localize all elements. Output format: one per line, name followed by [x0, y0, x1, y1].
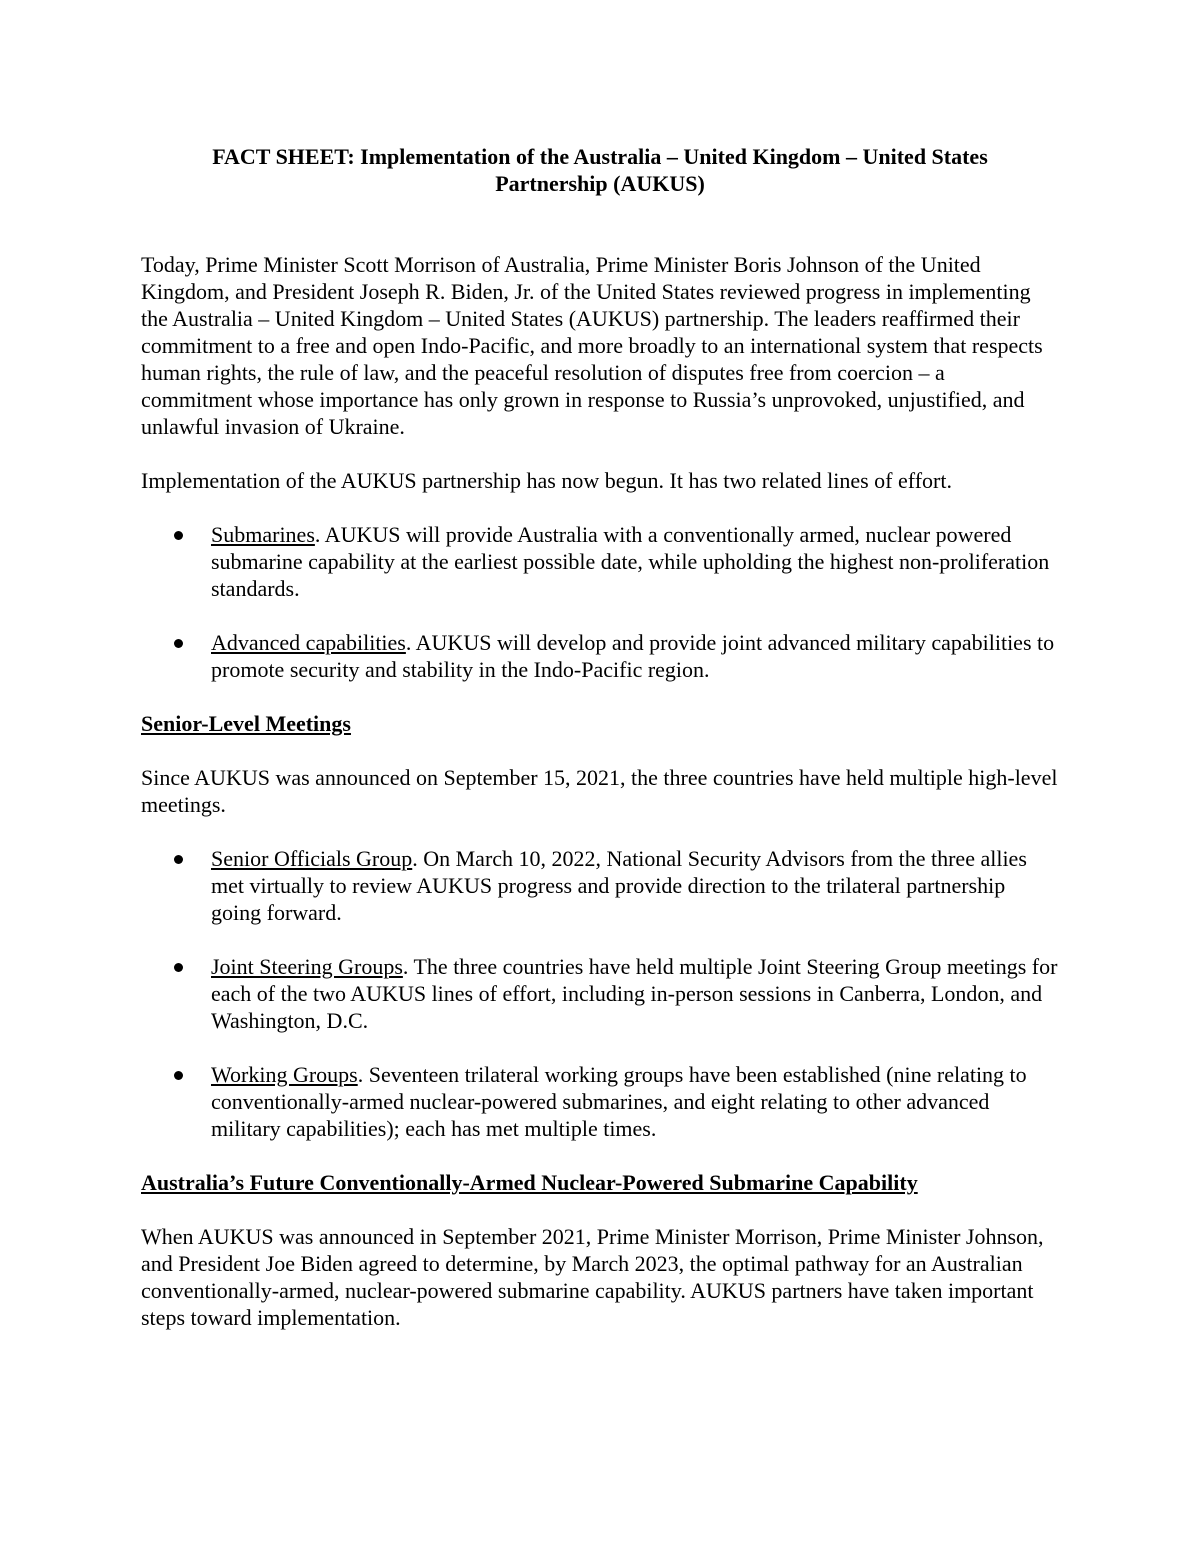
bullet-icon — [174, 963, 183, 972]
title-line-1: FACT SHEET: Implementation of the Australia – United Kingdom – United States — [212, 144, 988, 169]
bullet-term: Senior Officials Group — [211, 846, 413, 871]
document-title — [141, 143, 1059, 197]
meetings-list — [141, 845, 1059, 1142]
bullet-text: . AUKUS will develop and provide joint advanced military capabilities to promote security and stability in the Indo-Pacific region. — [211, 630, 1055, 682]
section-heading-meetings: Senior-Level Meetings — [141, 711, 351, 736]
bullet-icon — [174, 1071, 183, 1080]
submarine-paragraph: When AUKUS was announced in September 2021, Prime Minister Morrison, Prime Minister Johnson, and President Joe Biden agreed to determine, by March 2023, the optimal pathway for an Australian conventionally-armed, nuclear-powered submarine capability. AUKUS partners have taken important steps toward implementation. — [141, 1224, 1044, 1330]
lines-of-effort-intro: Implementation of the AUKUS partnership has now begun. It has two related lines of effort. — [141, 468, 952, 493]
section-heading-submarine: Australia’s Future Conventionally-Armed Nuclear-Powered Submarine Capability — [141, 1170, 918, 1195]
bullet-text: . AUKUS will provide Australia with a conventionally armed, nuclear powered submarine capability at the earliest possible date, while upholding the highest non-proliferation standards. — [211, 522, 1050, 601]
bullet-term: Joint Steering Groups — [211, 954, 403, 979]
bullet-text: . Seventeen trilateral working groups have been established (nine relating to conventionally-armed nuclear-powered submarines, and eight relating to other advanced military capabilities); each has met multiple times. — [211, 1062, 1027, 1141]
bullet-icon — [174, 639, 183, 648]
bullet-term: Working Groups — [211, 1062, 358, 1087]
document-body — [141, 143, 1059, 1358]
bullet-text: . On March 10, 2022, National Security Advisors from the three allies met virtually to review AUKUS progress and provide direction to the trilateral partnership going forward. — [211, 846, 1027, 925]
list-item — [141, 1061, 1059, 1142]
list-item — [141, 521, 1059, 602]
title-line-2: Partnership (AUKUS) — [495, 171, 705, 196]
intro-paragraph: Today, Prime Minister Scott Morrison of Australia, Prime Minister Boris Johnson of the United Kingdom, and President Joseph R. Biden, Jr. of the United States reviewed progress in implementing the Australia – United Kingdom – United States (AUKUS) partnership. The leaders reaffirmed their commitment to a free and open Indo-Pacific, and more broadly to an international system that respects human rights, the rule of law, and the peaceful resolution of disputes free from coercion – a commitment whose importance has only grown in response to Russia’s unprovoked, unjustified, and unlawful invasion of Ukraine. — [141, 252, 1043, 439]
bullet-icon — [174, 855, 183, 864]
meetings-intro: Since AUKUS was announced on September 15, 2021, the three countries have held multiple high-level meetings. — [141, 765, 1058, 817]
bullet-term: Submarines — [211, 522, 315, 547]
list-item — [141, 953, 1059, 1034]
bullet-icon — [174, 531, 183, 540]
list-item — [141, 845, 1059, 926]
bullet-text: . The three countries have held multiple Joint Steering Group meetings for each of the two AUKUS lines of effort, including in-person sessions in Canberra, London, and Washington, D.C. — [211, 954, 1058, 1033]
lines-of-effort-list — [141, 521, 1059, 683]
list-item — [141, 629, 1059, 683]
bullet-term: Advanced capabilities — [211, 630, 406, 655]
